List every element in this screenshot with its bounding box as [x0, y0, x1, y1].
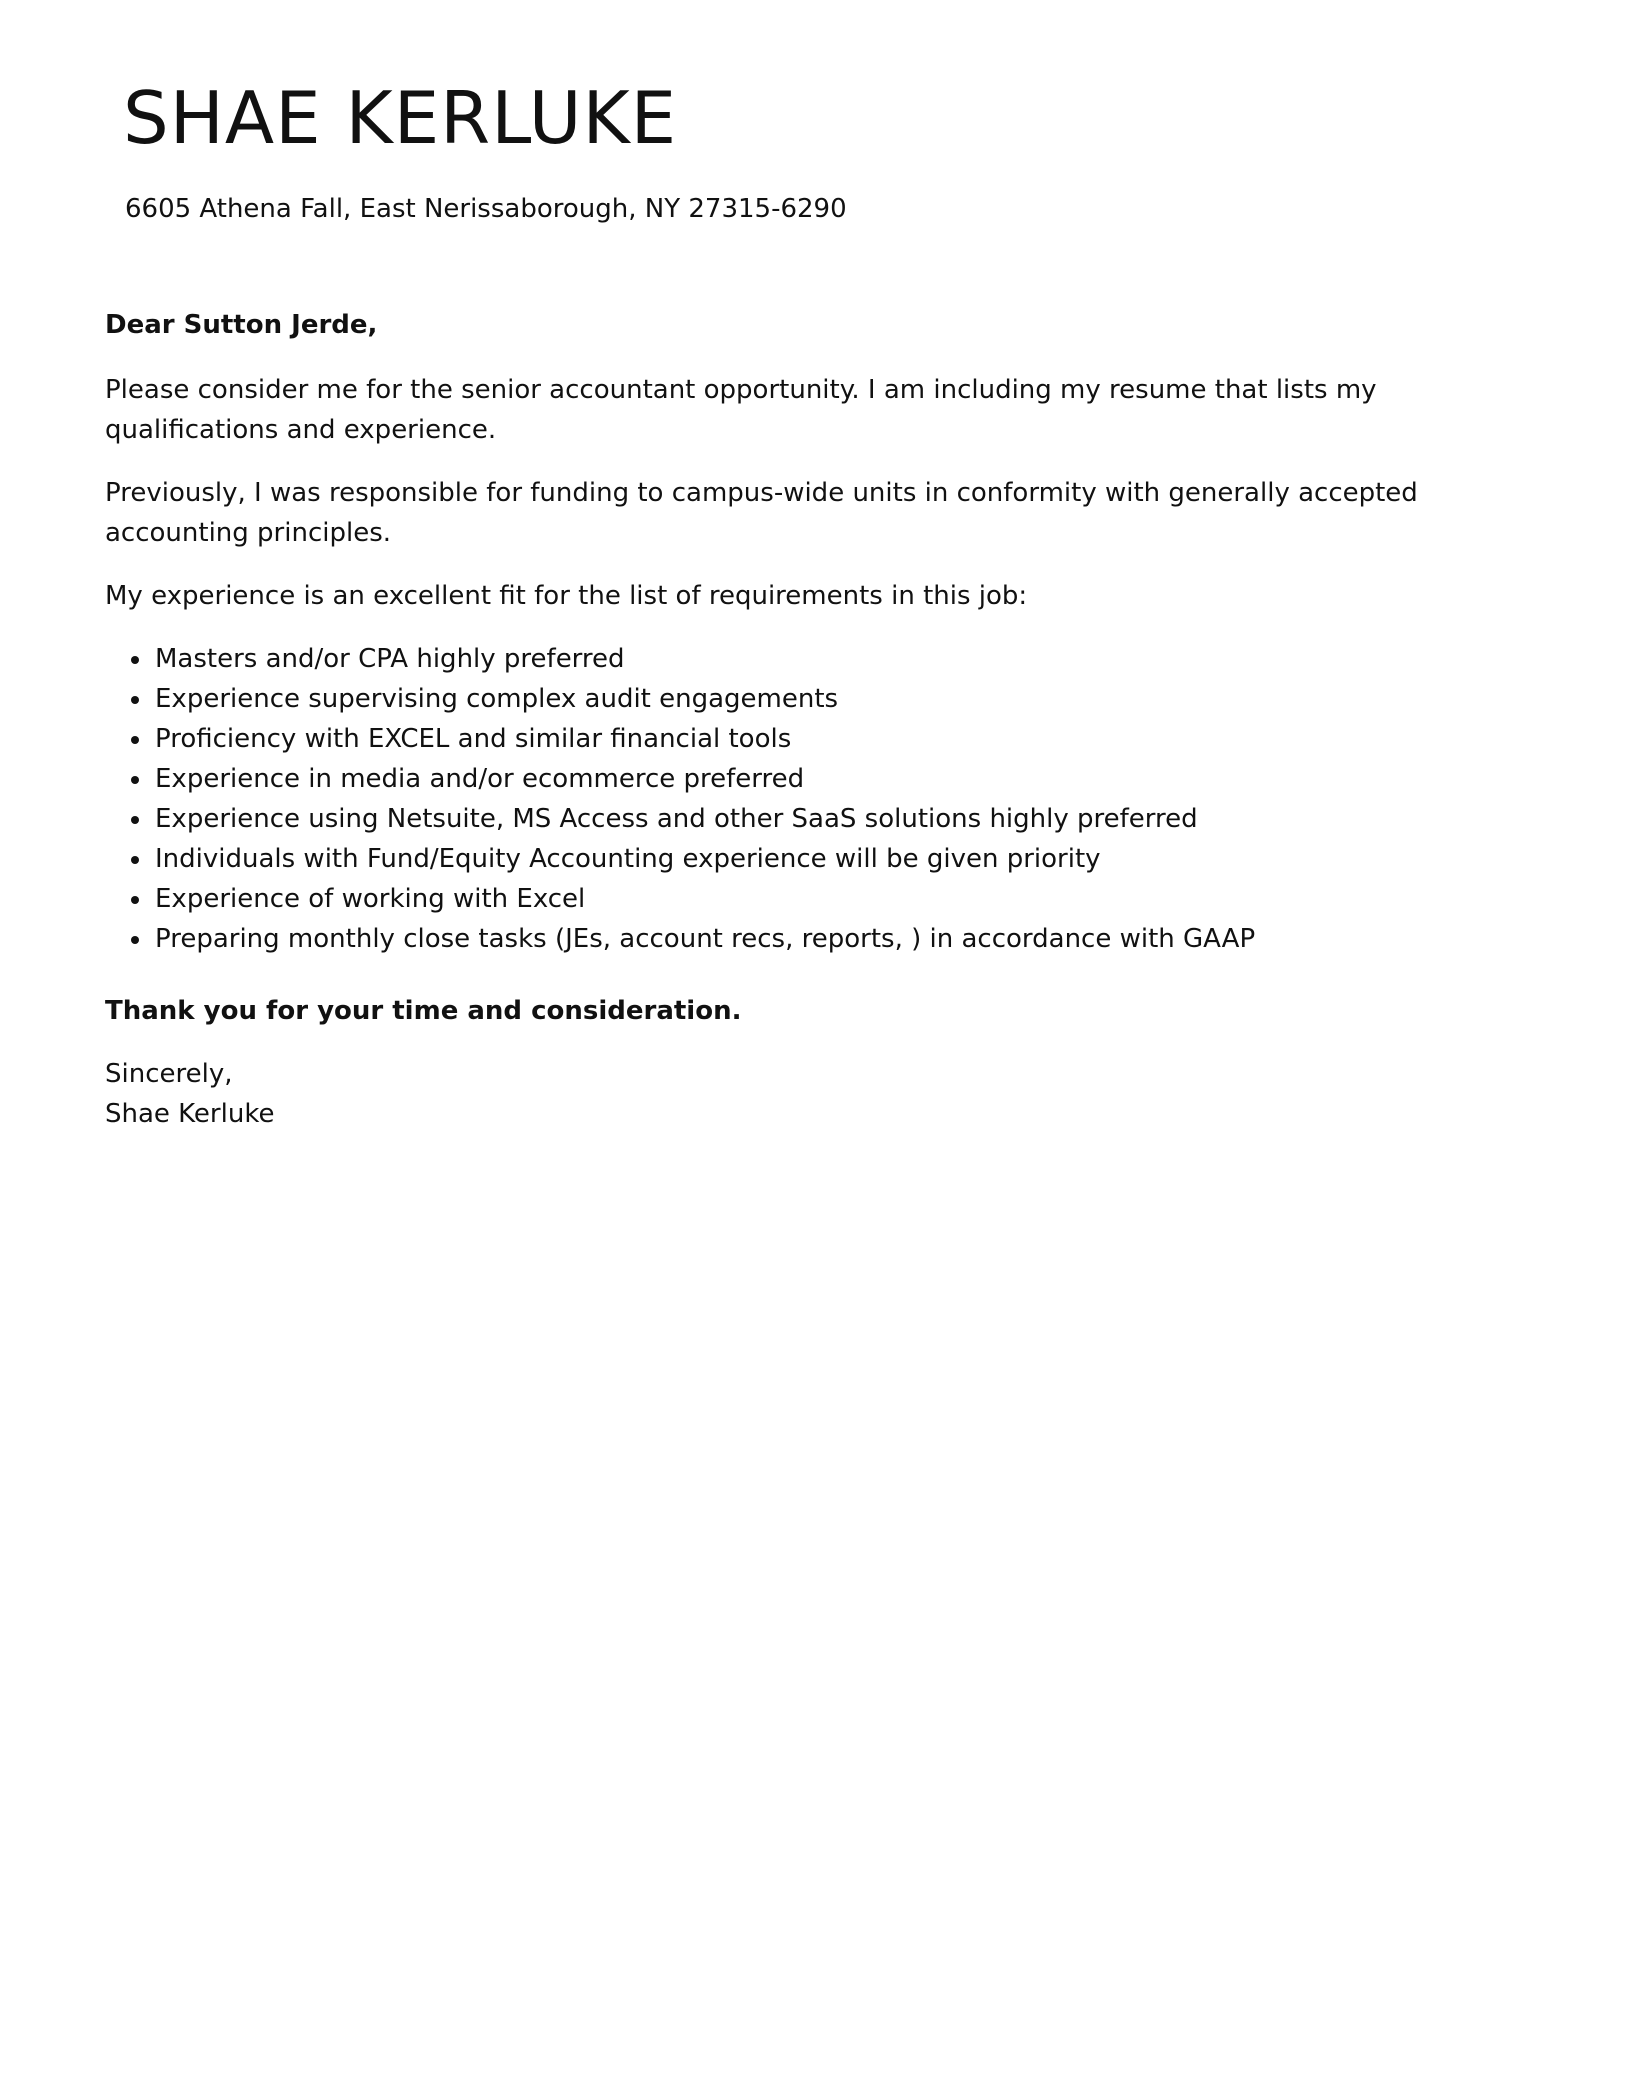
requirements-list: [105, 639, 1545, 959]
paragraph-requirements-intro: My experience is an excellent fit for the list of requirements in this job:: [105, 581, 1028, 611]
requirement-item: • Proficiency with EXCEL and similar financial tools: [153, 719, 1545, 759]
signoff-block: [105, 1054, 1545, 1134]
requirement-item: • Masters and/or CPA highly preferred: [153, 639, 1545, 679]
requirement-item: • Experience supervising complex audit engagements: [153, 679, 1545, 719]
requirement-item: • Experience of working with Excel: [153, 879, 1545, 919]
requirement-item: • Experience in media and/or ecommerce preferred: [153, 759, 1545, 799]
paragraph-experience: Previously, I was responsible for funding to campus-wide units in conformity with generally accepted accounting principles.: [105, 478, 1418, 548]
paragraph-intro: Please consider me for the senior accountant opportunity. I am including my resume that lists my qualifications and experience.: [105, 375, 1377, 445]
applicant-address: 6605 Athena Fall, East Nerissaborough, NY 27315-6290: [125, 194, 847, 224]
requirement-item: • Experience using Netsuite, MS Access and other SaaS solutions highly preferred: [153, 799, 1545, 839]
letter-body: [105, 305, 1545, 1157]
requirement-item: • Preparing monthly close tasks (JEs, account recs, reports, ) in accordance with GAAP: [153, 919, 1545, 959]
letter-header: [123, 72, 1523, 226]
signoff: Sincerely,: [105, 1059, 233, 1089]
applicant-name: SHAE KERLUKE: [123, 76, 678, 160]
closing-line: Thank you for your time and consideration.: [105, 996, 742, 1026]
requirement-item: • Individuals with Fund/Equity Accounting experience will be given priority: [153, 839, 1545, 879]
signature-name: Shae Kerluke: [105, 1099, 275, 1129]
salutation: Dear Sutton Jerde,: [105, 310, 378, 340]
